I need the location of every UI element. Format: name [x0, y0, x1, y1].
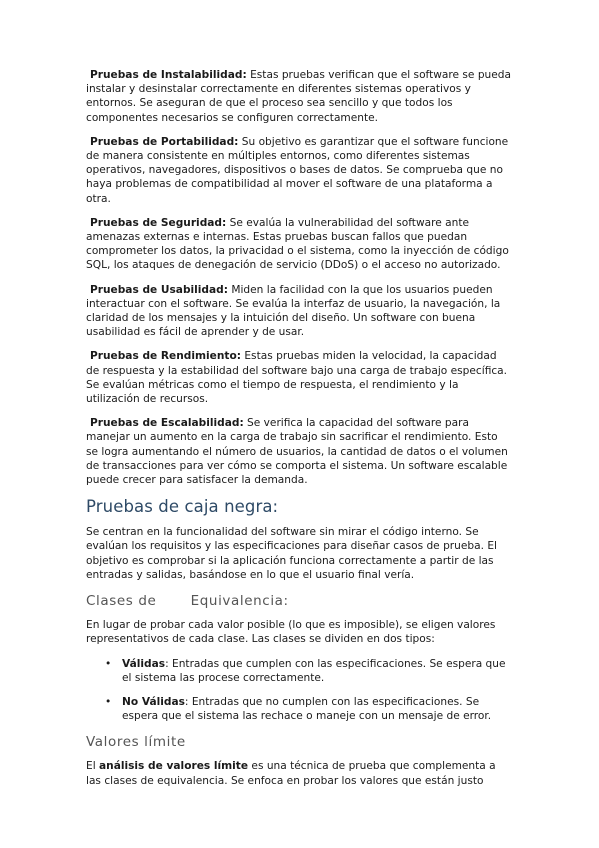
test-item-text: Se evalúa la vulnerabilidad del software ante amenazas externas e internas. Estas pruebas buscan fallos que puedan comprometer los datos, la privacidad o el sistema, como la inyección de código SQL, los ataques de denegación de servicio (DDoS) o el acceso no autorizado.	[86, 216, 509, 272]
list-item-title: No Válidas	[122, 695, 185, 708]
equivalence-class-list	[86, 657, 513, 724]
black-box-heading: Pruebas de caja negra:	[86, 497, 279, 517]
limits-prefix: El	[86, 760, 100, 773]
test-item-instalabilidad	[86, 68, 513, 125]
list-item-text: : Entradas que no cumplen con las especificaciones. Se espera que el sistema las rechace o maneje con un mensaje de error.	[122, 695, 492, 723]
black-box-paragraph: Se centran en la funcionalidad del software sin mirar el código interno. Se evalúan los requisitos y las especificaciones para diseñar casos de prueba. El objetivo es comprobar si la aplicación funciona correctamente a partir de las entradas y salidas, basándose en lo que el usuario final vería.	[86, 526, 497, 581]
test-item-portabilidad	[86, 135, 513, 206]
limits-heading: Valores límite	[86, 734, 186, 751]
test-item-text: Miden la facilidad con la que los usuarios pueden interactuar con el software. Se evalúa la interfaz de usuario, la navegación, la claridad de los mensajes y la intuición del diseño. Un software con buena usabilidad es fácil de aprender y de usar.	[86, 283, 501, 339]
list-item-validas	[105, 657, 513, 685]
test-item-title: Pruebas de Rendimiento:	[90, 350, 241, 363]
test-type-list	[86, 68, 513, 487]
equivalence-heading: Clases de Equivalencia:	[86, 593, 289, 610]
test-item-title: Pruebas de Portabilidad:	[90, 135, 239, 148]
test-item-usabilidad	[86, 283, 513, 340]
list-item-no-validas	[105, 695, 513, 723]
limits-paragraph	[86, 759, 513, 787]
test-item-escalabilidad	[86, 416, 513, 487]
test-item-text: Estas pruebas verifican que el software se pueda instalar y desinstalar correctamente en diferentes sistemas operativos y entornos. Se aseguran de que el proceso sea sencillo y que todos los componentes necesarios se configuren correctamente.	[86, 69, 511, 124]
bullet-icon: •	[105, 695, 112, 708]
list-item-title: Válidas	[122, 657, 166, 670]
test-item-seguridad	[86, 216, 513, 273]
test-item-text: Estas pruebas miden la velocidad, la capacidad de respuesta y la estabilidad del software bajo una carga de trabajo específica. Se evalúan métricas como el tiempo de respuesta, el rendimiento y la utilización de recursos.	[86, 350, 508, 406]
test-item-title: Pruebas de Seguridad:	[90, 216, 227, 229]
limits-bold-term: análisis de valores límite	[99, 760, 249, 773]
equivalence-paragraph: En lugar de probar cada valor posible (lo que es imposible), se eligen valores representativos de cada clase. Las clases se dividen en dos tipos:	[86, 619, 496, 646]
test-item-text: Se verifica la capacidad del software para manejar un aumento en la carga de trabajo sin sacrificar el rendimiento. Esto se logra aumentando el número de usuarios, la cantidad de datos o el volumen de transacciones para ver cómo se comporta el sistema. Un software escalable puede crecer para satisfacer la demanda.	[86, 417, 508, 487]
test-item-title: Pruebas de Escalabilidad:	[90, 417, 244, 430]
test-item-text: Su objetivo es garantizar que el software funcione de manera consistente en múltiples entornos, como diferentes sistemas operativos, navegadores, dispositivos o bases de datos. Se comprueba que no haya problemas de compatibilidad al mover el software de una plataforma a otra.	[86, 135, 509, 205]
limits-text: es una técnica de prueba que complementa a las clases de equivalencia. Se enfoca en probar los valores que están justo	[86, 760, 496, 787]
list-item-text: : Entradas que cumplen con las especificaciones. Se espera que el sistema las procese correctamente.	[122, 657, 506, 684]
bullet-icon: •	[105, 657, 112, 670]
test-item-rendimiento	[86, 349, 513, 406]
test-item-title: Pruebas de Usabilidad:	[90, 283, 228, 296]
test-item-title: Pruebas de Instalabilidad:	[90, 69, 247, 81]
